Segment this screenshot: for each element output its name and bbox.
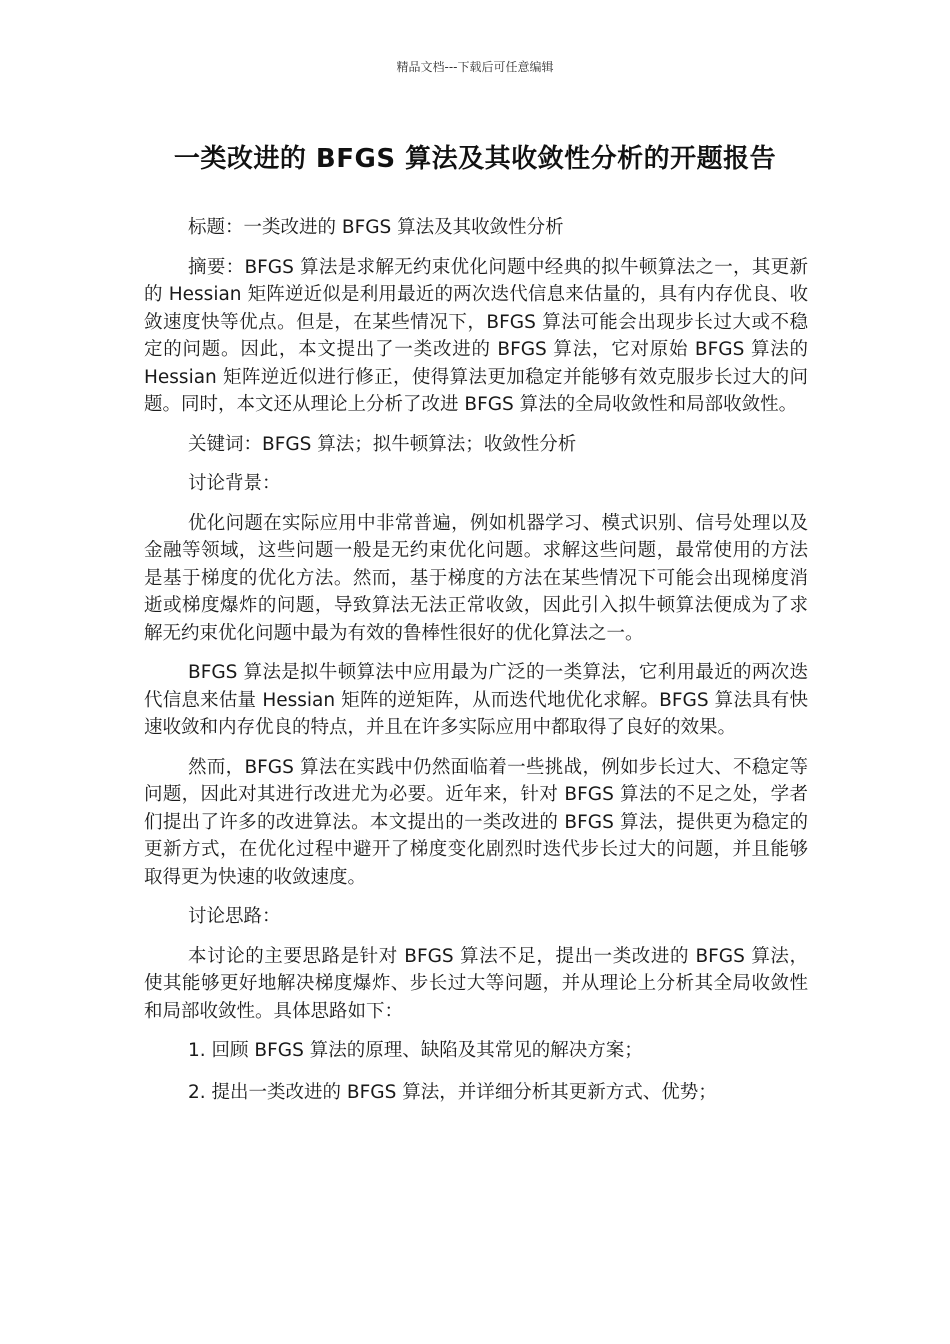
document-body <box>144 214 808 1120</box>
paragraph-background-1: 优化问题在实际应用中非常普遍，例如机器学习、模式识别、信号处理以及金融等领域，这些问题一般是无约束优化问题。求解这些问题，最常使用的方法是基于梯度的优化方法。然而，基于梯度的方法在某些情况下可能会出现梯度消逝或梯度爆炸的问题，导致算法无法正常收敛，因此引入拟牛顿算法便成为了求解无约束优化问题中最为有效的鲁棒性很好的优化算法之一。 <box>144 512 808 644</box>
paragraph-approach: 本讨论的主要思路是针对 BFGS 算法不足，提出一类改进的 BFGS 算法，使其能够更好地解决梯度爆炸、步长过大等问题，并从理论上分析其全局收敛性和局部收敛性。具体思路如下： <box>144 945 808 1022</box>
paragraph-background-3: 然而，BFGS 算法在实践中仍然面临着一些挑战，例如步长过大、不稳定等问题，因此对其进行改进尤为必要。近年来，针对 BFGS 算法的不足之处，学者们提出了许多的改进算法。本文提出的一类改进的 BFGS 算法，提供更为稳定的更新方式，在优化过程中避开了梯度变化剧烈时迭代步长过大的问题，并且能够取得更为快速的收敛速度。 <box>144 756 808 888</box>
paragraph-abstract: 摘要：BFGS 算法是求解无约束优化问题中经典的拟牛顿算法之一，其更新的 Hessian 矩阵逆近似是利用最近的两次迭代信息来估量的，具有内存优良、收敛速度快等优点。但是，在某些情况下，BFGS 算法可能会出现步长过大或不稳定的问题。因此，本文提出了一类改进的 BFGS 算法，它对原始 BFGS 算法的 Hessian 矩阵逆近似进行修正，使得算法更加稳定并能够有效克服步长过大的问题。同时，本文还从理论上分析了改进 BFGS 算法的全局收敛性和局部收敛性。 <box>144 256 808 415</box>
paragraph-subject: 标题：一类改进的 BFGS 算法及其收敛性分析 <box>188 217 564 238</box>
section-heading-approach: 讨论思路： <box>188 906 281 927</box>
section-heading-background: 讨论背景： <box>188 473 281 494</box>
list-item: 1. 回顾 BFGS 算法的原理、缺陷及其常见的解决方案； <box>188 1040 643 1061</box>
list-item: 2. 提出一类改进的 BFGS 算法，并详细分析其更新方式、优势； <box>188 1081 717 1103</box>
document-title: 一类改进的 BFGS 算法及其收敛性分析的开题报告 <box>173 144 777 174</box>
paragraph-keywords: 关键词：BFGS 算法；拟牛顿算法；收敛性分析 <box>188 433 577 455</box>
header-note: 精品文档---下载后可任意编辑 <box>396 60 554 74</box>
paragraph-background-2: BFGS 算法是拟牛顿算法中应用最为广泛的一类算法，它利用最近的两次迭代信息来估量 Hessian 矩阵的逆矩阵，从而迭代地优化求解。BFGS 算法具有快速收敛和内存优良的特点，并且在许多实际应用中都取得了良好的效果。 <box>144 662 808 738</box>
